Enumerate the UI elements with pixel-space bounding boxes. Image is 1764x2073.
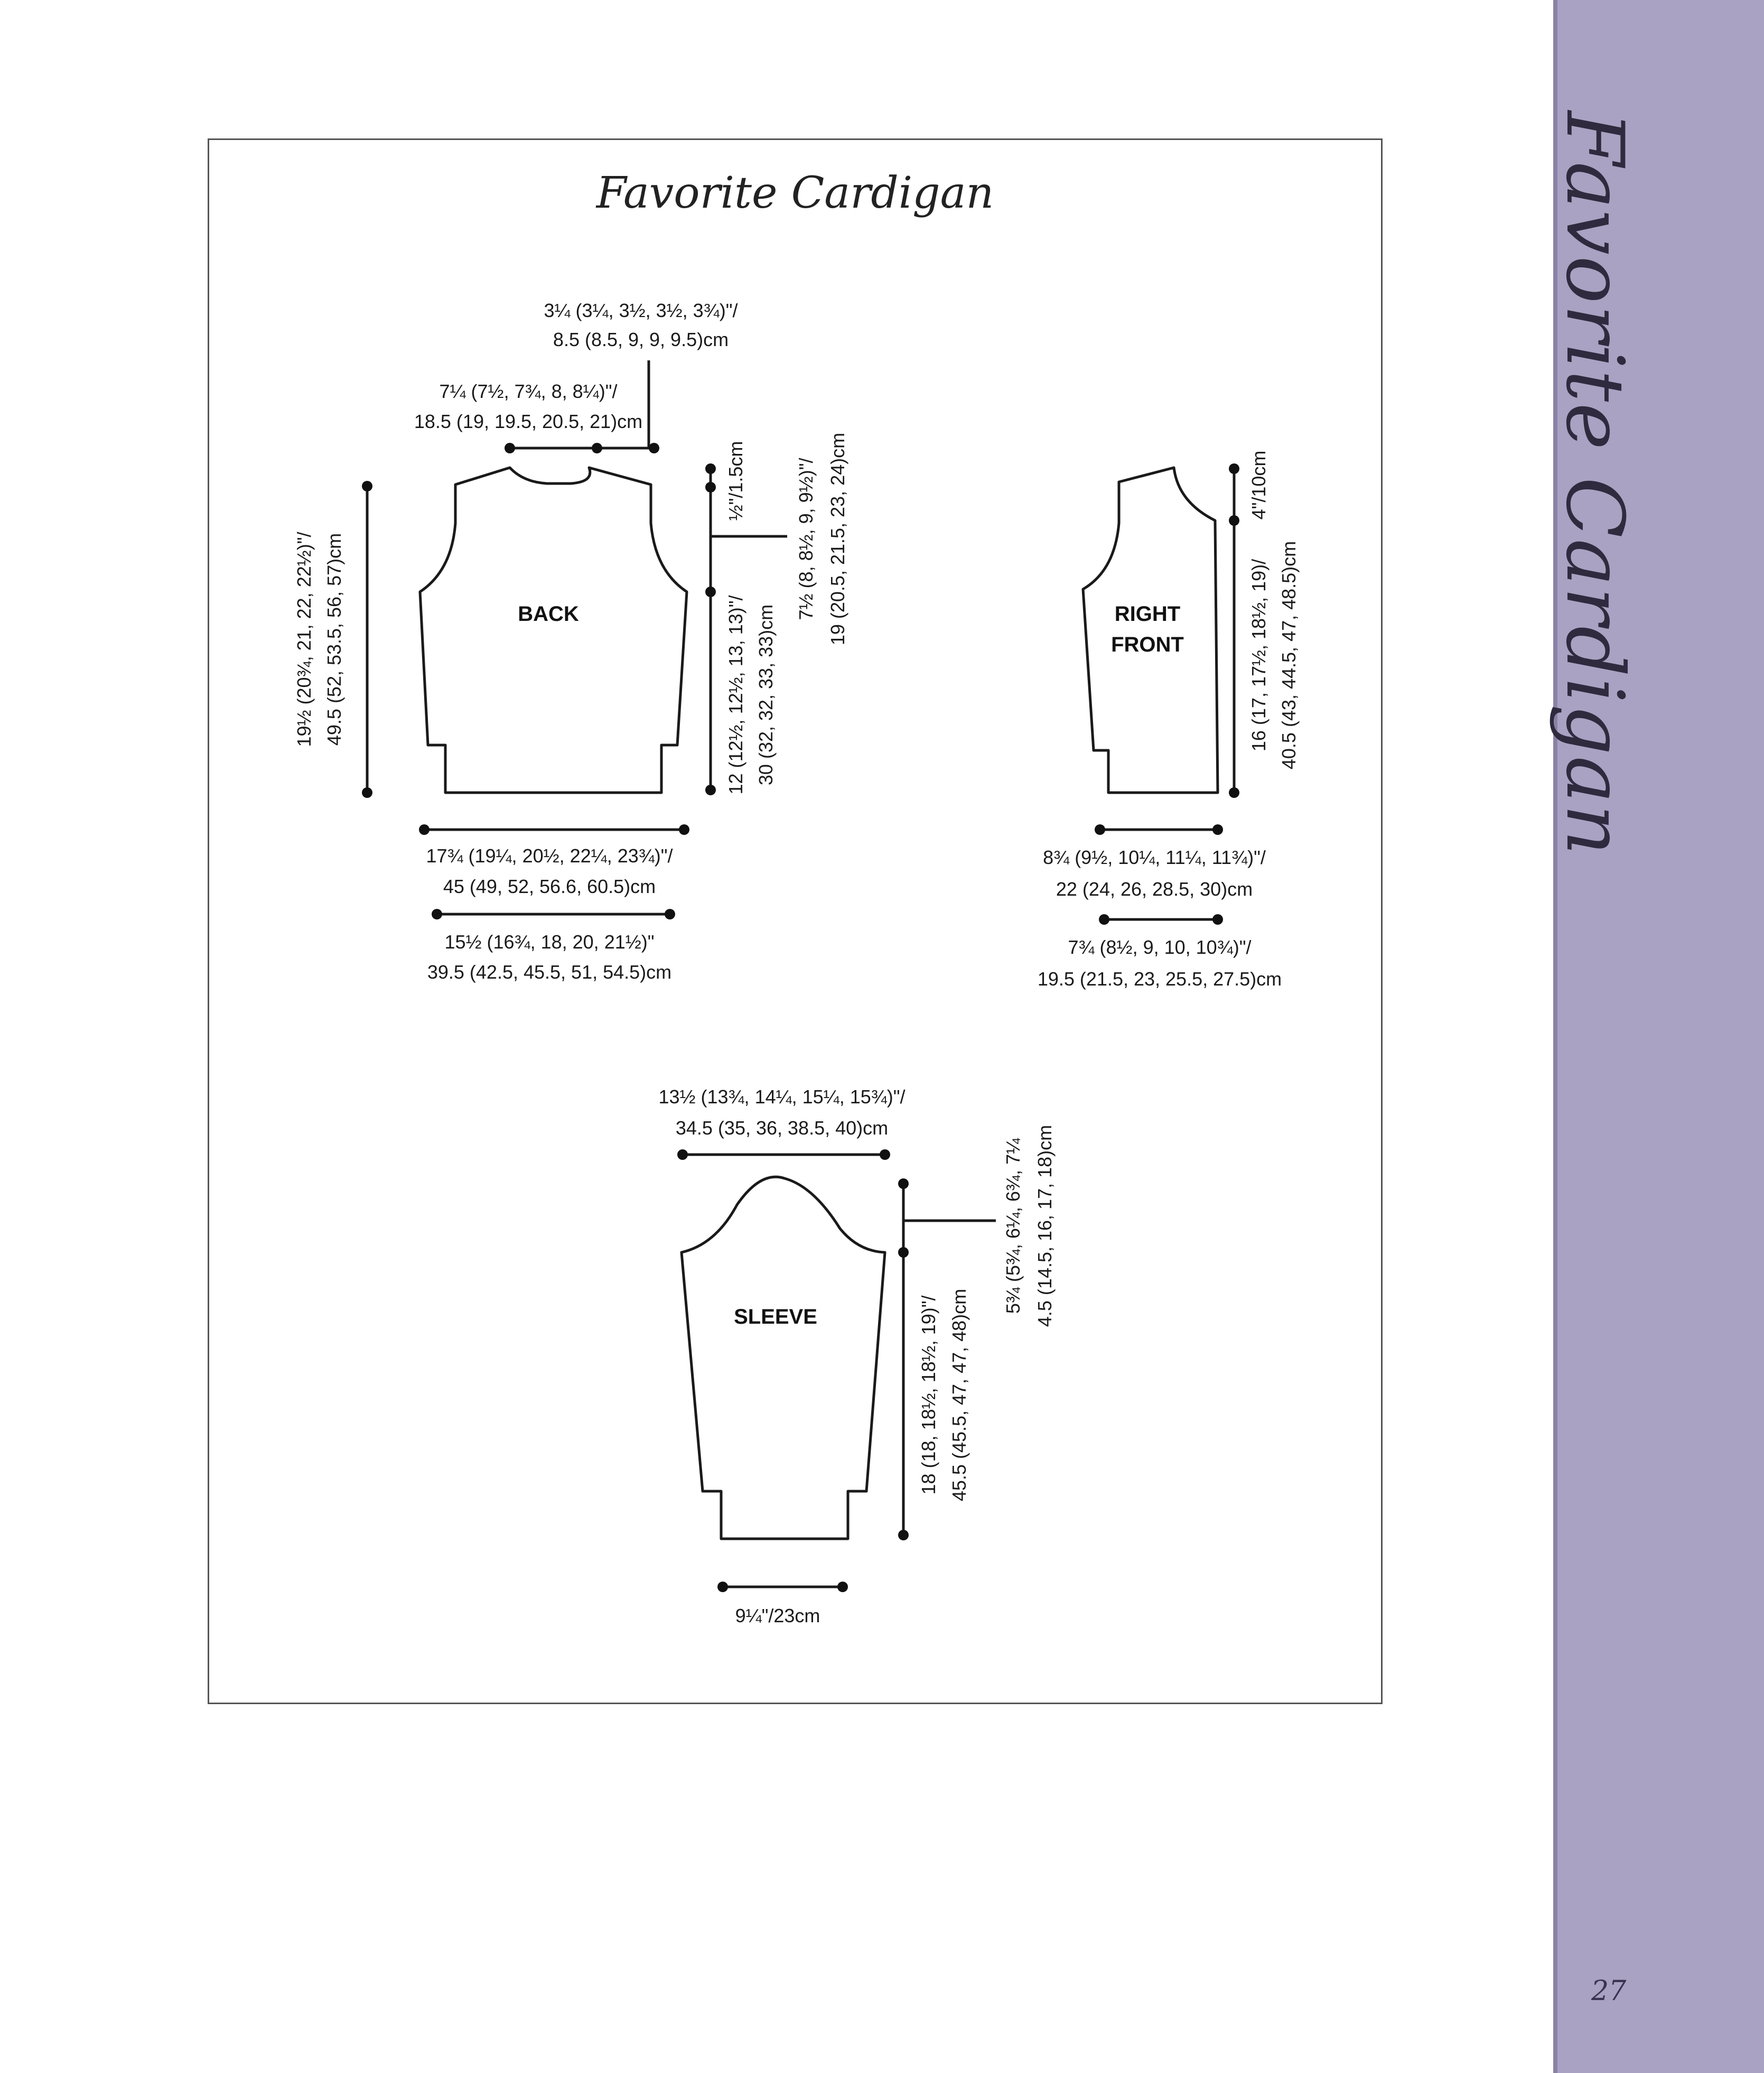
back-chest-width-imperial: 17¾ (19¼, 20½, 22¼, 23¾)"/	[426, 845, 673, 867]
dimension-dot	[1229, 787, 1239, 798]
right-front-label-line2: FRONT	[1111, 633, 1184, 656]
back-piece	[293, 300, 848, 983]
dimension-dot	[898, 1178, 909, 1189]
sleeve-length-metric: 45.5 (45.5, 47, 47, 48)cm	[948, 1288, 970, 1502]
right-front-chest-width-metric: 22 (24, 26, 28.5, 30)cm	[1056, 878, 1253, 900]
sleeve-piece	[658, 1086, 1056, 1626]
right-front-neck-depth: 4"/10cm	[1248, 450, 1270, 520]
dimension-dot	[505, 443, 515, 453]
sleeve-upper-width-metric: 34.5 (35, 36, 38.5, 40)cm	[675, 1117, 889, 1139]
dimension-dot	[705, 482, 716, 492]
dimension-dot	[705, 463, 716, 474]
back-armhole-depth-imperial: 7½ (8, 8½, 9, 9½)"/	[795, 458, 817, 620]
back-armhole-depth-metric: 19 (20.5, 21.5, 23, 24)cm	[827, 432, 848, 646]
dimension-dot	[898, 1247, 909, 1258]
dimension-dot	[677, 1149, 688, 1160]
sleeve-cap-height-imperial: 5¾ (5¾, 6¼, 6¾, 7¼	[1002, 1138, 1024, 1314]
back-hem-width-imperial: 15½ (16¾, 18, 20, 21½)"	[444, 931, 655, 953]
dimension-dot	[705, 587, 716, 597]
sidebar-title: Favorite Cardigan	[1548, 111, 1640, 857]
dimension-dot	[419, 824, 430, 835]
dimension-dot	[679, 824, 689, 835]
dimension-dot	[362, 481, 372, 491]
dimension-dot	[649, 443, 659, 453]
back-outline	[420, 468, 687, 793]
right-front-length-imperial: 16 (17, 17½, 18½, 19)/	[1248, 559, 1270, 752]
back-shoulder-width-metric: 18.5 (19, 19.5, 20.5, 21)cm	[414, 411, 643, 432]
dimension-dot	[1229, 515, 1239, 526]
page-number: 27	[1591, 1975, 1627, 2007]
sleeve-upper-width-imperial: 13½ (13¾, 14¼, 15¼, 15¾)"/	[658, 1086, 906, 1108]
dimension-dot	[717, 1582, 728, 1592]
dimension-dot	[432, 909, 442, 919]
diagram-title: Favorite Cardigan	[596, 168, 994, 218]
dimension-dot	[1212, 914, 1223, 925]
dimension-dot	[1212, 824, 1223, 835]
dimension-dot	[665, 909, 675, 919]
dimension-dot	[592, 443, 602, 453]
back-length-imperial: 19½ (20¾, 21, 22, 22½)"/	[293, 532, 315, 747]
right-front-hem-width-imperial: 7¾ (8½, 9, 10, 10¾)"/	[1068, 936, 1252, 958]
right-front-chest-width-imperial: 8¾ (9½, 10¼, 11¼, 11¾)"/	[1043, 847, 1266, 868]
back-label: BACK	[518, 602, 579, 626]
dimension-dot	[362, 787, 372, 798]
back-neck-width-imperial: 3¼ (3¼, 3½, 3½, 3¾)"/	[544, 300, 738, 321]
dimension-dot	[1099, 914, 1109, 925]
back-chest-width-metric: 45 (49, 52, 56.6, 60.5)cm	[443, 876, 656, 897]
dimension-dot	[898, 1530, 909, 1540]
dimension-dot	[1095, 824, 1105, 835]
back-length-metric: 49.5 (52, 53.5, 56, 57)cm	[323, 533, 345, 746]
right-front-label-line1: RIGHT	[1114, 602, 1181, 626]
right-front-outline	[1083, 468, 1218, 793]
back-hem-width-metric: 39.5 (42.5, 45.5, 51, 54.5)cm	[427, 961, 672, 983]
back-length-to-armhole-imperial: 12 (12½, 12½, 13, 13)"/	[725, 595, 746, 795]
dimension-dot	[705, 785, 716, 795]
sleeve-cap-height-metric: 4.5 (14.5, 16, 17, 18)cm	[1034, 1124, 1056, 1327]
back-shoulder-width-imperial: 7¼ (7½, 7¾, 8, 8¼)"/	[439, 380, 618, 402]
sleeve-cuff-width: 9¼"/23cm	[735, 1605, 820, 1626]
sleeve-length-imperial: 18 (18, 18½, 18½, 19)"/	[918, 1295, 939, 1495]
right-front-piece	[1038, 451, 1300, 990]
sleeve-outline	[682, 1177, 885, 1539]
dimension-dot	[880, 1149, 890, 1160]
sleeve-label: SLEEVE	[734, 1305, 817, 1328]
right-front-hem-width-metric: 19.5 (21.5, 23, 25.5, 27.5)cm	[1037, 968, 1282, 990]
back-length-to-armhole-metric: 30 (32, 32, 33, 33)cm	[755, 604, 777, 786]
back-neck-depth: ½"/1.5cm	[725, 441, 746, 521]
dimension-dot	[837, 1582, 848, 1592]
back-neck-width-metric: 8.5 (8.5, 9, 9, 9.5)cm	[553, 329, 729, 350]
right-front-length-metric: 40.5 (43, 44.5, 47, 48.5)cm	[1278, 541, 1300, 770]
dimension-dot	[1229, 463, 1239, 474]
